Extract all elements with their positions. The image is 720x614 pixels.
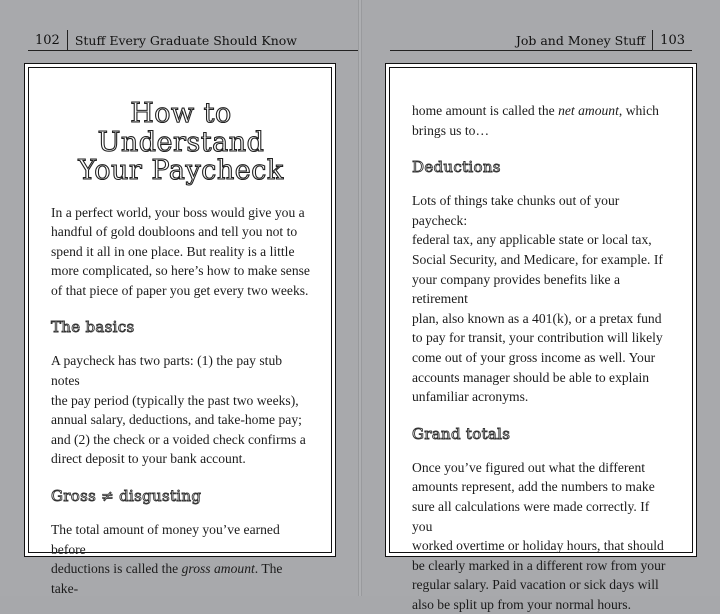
title-line: How to [130, 98, 232, 129]
continuation-paragraph [412, 101, 672, 140]
page-number: 103 [660, 32, 685, 48]
text-line: The total amount of money you’ve earned before [51, 522, 280, 557]
text-line: Social Security, and Medicare, for example. If [412, 251, 663, 267]
text-line: to pay for transit, your contribution will likely [412, 330, 663, 346]
running-title: Stuff Every Graduate Should Know [74, 32, 298, 48]
section-heading-gross: Gross ≠ disgusting [51, 487, 202, 506]
text-line: come out of your gross income as well. Your [412, 349, 656, 365]
section-heading-basics: The basics [51, 318, 135, 337]
text-line: the pay period (typically the past two weeks), [51, 392, 299, 408]
text-line: spend it all in one place. But reality is a little [51, 243, 295, 259]
text-line: amounts represent, add the numbers to make [412, 479, 655, 495]
text-line: Once you’ve figured out what the different [412, 459, 646, 475]
text-frame-left [28, 67, 332, 596]
section-heading-totals: Grand totals [412, 424, 511, 443]
text-line: regular salary. Paid vacation or sick days will [412, 577, 659, 593]
text-line: Lots of things take chunks out of your paycheck: [412, 193, 620, 228]
title-line: Understand [97, 126, 265, 158]
emphasis-gross-amount: gross amount [181, 561, 255, 577]
text-line: A paycheck has two parts: (1) the pay stub notes [51, 353, 283, 389]
text-line: more complicated, so here’s how to make sense [51, 263, 310, 279]
text-line: sure all calculations were made correctly. If you [412, 498, 650, 534]
basics-paragraph [51, 351, 311, 469]
text-fragment: home amount is called the [412, 103, 559, 118]
totals-paragraph [412, 458, 672, 614]
content-right [412, 101, 672, 614]
text-line: federal tax, any applicable state or local tax, [412, 232, 652, 248]
text-line: plan, also known as a 401(k), or a pretax fund [412, 310, 662, 326]
left-page [0, 0, 358, 596]
text-line: brings us to… [412, 122, 490, 138]
text-line: accounts manager should be able to explain [412, 369, 650, 385]
running-title: Job and Money Stuff [515, 32, 646, 48]
text-fragment: , which [618, 103, 659, 118]
text-line: unfamiliar acronyms. [412, 389, 529, 405]
chapter-title [51, 100, 311, 186]
gross-paragraph [51, 520, 311, 598]
text-line: of that piece of paper you get every two weeks. [51, 282, 309, 298]
text-line: be clearly marked in a different row from your [412, 557, 666, 573]
page-number: 102 [35, 32, 60, 48]
text-line: your company provides benefits like a retirement [412, 271, 621, 307]
text-line: In a perfect world, your boss would give you a [51, 204, 305, 220]
text-fragment: . The take- [51, 561, 283, 596]
deductions-paragraph [412, 191, 672, 407]
text-line: and (2) the check or a voided check confirms a [51, 431, 306, 447]
section-heading-deductions: Deductions [412, 158, 501, 177]
text-line: annual salary, deductions, and take-home pay; [51, 412, 302, 428]
content-left [51, 100, 311, 598]
text-line: also be split up from your normal hours. [412, 596, 631, 612]
emphasis-net-amount: net amount [558, 103, 619, 118]
text-frame-right [389, 67, 693, 612]
text-fragment: deductions is called the [51, 561, 182, 577]
text-line: direct deposit to your bank account. [51, 451, 246, 467]
intro-paragraph [51, 203, 311, 301]
running-head-left [28, 30, 358, 51]
text-line: worked overtime or holiday hours, that should [412, 538, 664, 554]
text-line: handful of gold doubloons and tell you not to [51, 224, 298, 240]
right-page [362, 0, 720, 612]
running-head-right [390, 30, 692, 51]
title-line: Your Paycheck [78, 155, 284, 186]
